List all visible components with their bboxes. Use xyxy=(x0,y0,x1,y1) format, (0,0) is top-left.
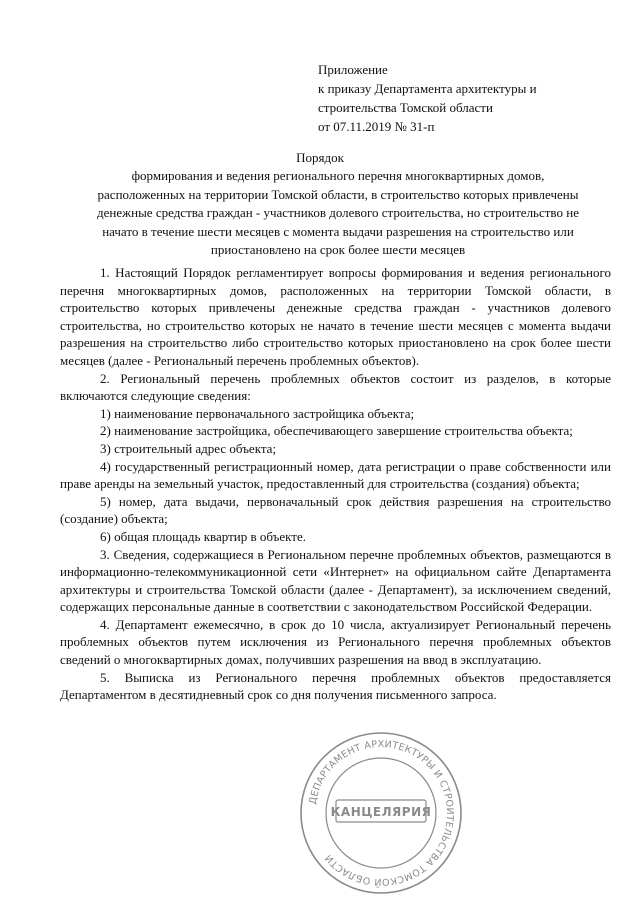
list-item-1: 1) наименование первоначального застройщика объекта; xyxy=(100,405,415,421)
appendix-line: от 07.11.2019 № 31-п xyxy=(318,119,435,134)
document-body xyxy=(60,264,611,704)
office-stamp xyxy=(296,728,466,898)
subtitle-line: денежные средства граждан - участников долевого строительства, но строительство не xyxy=(97,205,579,220)
appendix-line: Приложение xyxy=(318,62,388,77)
subtitle-line: формирования и ведения регионального перечня многоквартирных домов, xyxy=(131,168,545,183)
appendix-line: к приказу Департамента архитектуры и xyxy=(318,81,537,96)
paragraph-1: 1. Настоящий Порядок регламентирует вопросы формирования и ведения регионального перечня многоквартирных домов, расположенных на территории Томской области, в строительство которых привлечены денежные средства граждан - участников долевого строительства, но строительство которых не начато в течение шести месяцев с момента выдачи разрешения на строительство либо строительство которых приостановлено на срок более шести месяцев (далее - Региональный перечень проблемных объектов). xyxy=(60,265,611,368)
list-item-6: 6) общая площадь квартир в объекте. xyxy=(100,528,307,544)
subtitle-line: расположенных на территории Томской области, в строительство которых привлечены xyxy=(97,186,579,202)
stamp-ring-text: ДЕПАРТАМЕНТ АРХИТЕКТУРЫ И СТРОИТЕЛЬСТВА ТОМСКОЙ ОБЛАСТИ xyxy=(307,738,456,888)
paragraph-2: 2. Региональный перечень проблемных объектов состоит из разделов, в которые включаются следующие сведения: xyxy=(60,370,611,404)
subtitle-line: приостановлено на срок более шести месяцев xyxy=(210,242,466,257)
document-subtitle xyxy=(68,167,608,260)
subtitle-line: начато в течение шести месяцев с момента выдачи разрешения на строительство или xyxy=(102,223,574,239)
appendix-block xyxy=(318,60,618,136)
list-item-2: 2) наименование застройщика, обеспечивающего завершение строительства объекта; xyxy=(100,423,573,439)
paragraph-5: 5. Выписка из Регионального перечня проблемных объектов предоставляется Департаментом в десятидневный срок со дня получения письменного запроса. xyxy=(60,669,611,703)
appendix-line: строительства Томской области xyxy=(318,100,493,115)
document-title: Порядок xyxy=(296,150,344,165)
paragraph-3: 3. Сведения, содержащиеся в Региональном перечне проблемных объектов, размещаются в информационно-телекоммуникационной сети «Интернет» на официальном сайте Департамента архитектуры и строительства Томской области (далее - Департамент), за исключением сведений, содержащих персональные данные в соответствии с законодательством Российской Федерации. xyxy=(60,546,611,615)
stamp-center-text: КАНЦЕЛЯРИЯ xyxy=(330,805,432,819)
paragraph-4: 4. Департамент ежемесячно, в срок до 10 числа, актуализирует Региональный перечень проблемных объектов путем исключения из Регионального перечня проблемных объектов сведений о многоквартирных домах, получивших разрешения на ввод в эксплуатацию. xyxy=(60,616,611,668)
list-item-5: 5) номер, дата выдачи, первоначальный срок действия разрешения на строительство (создание) объекта; xyxy=(60,493,611,527)
list-item-4: 4) государственный регистрационный номер, дата регистрации о праве собственности или праве аренды на земельный участок, предоставленный для строительства (создания) объекта; xyxy=(60,458,611,492)
list-item-3: 3) строительный адрес объекта; xyxy=(100,440,277,456)
